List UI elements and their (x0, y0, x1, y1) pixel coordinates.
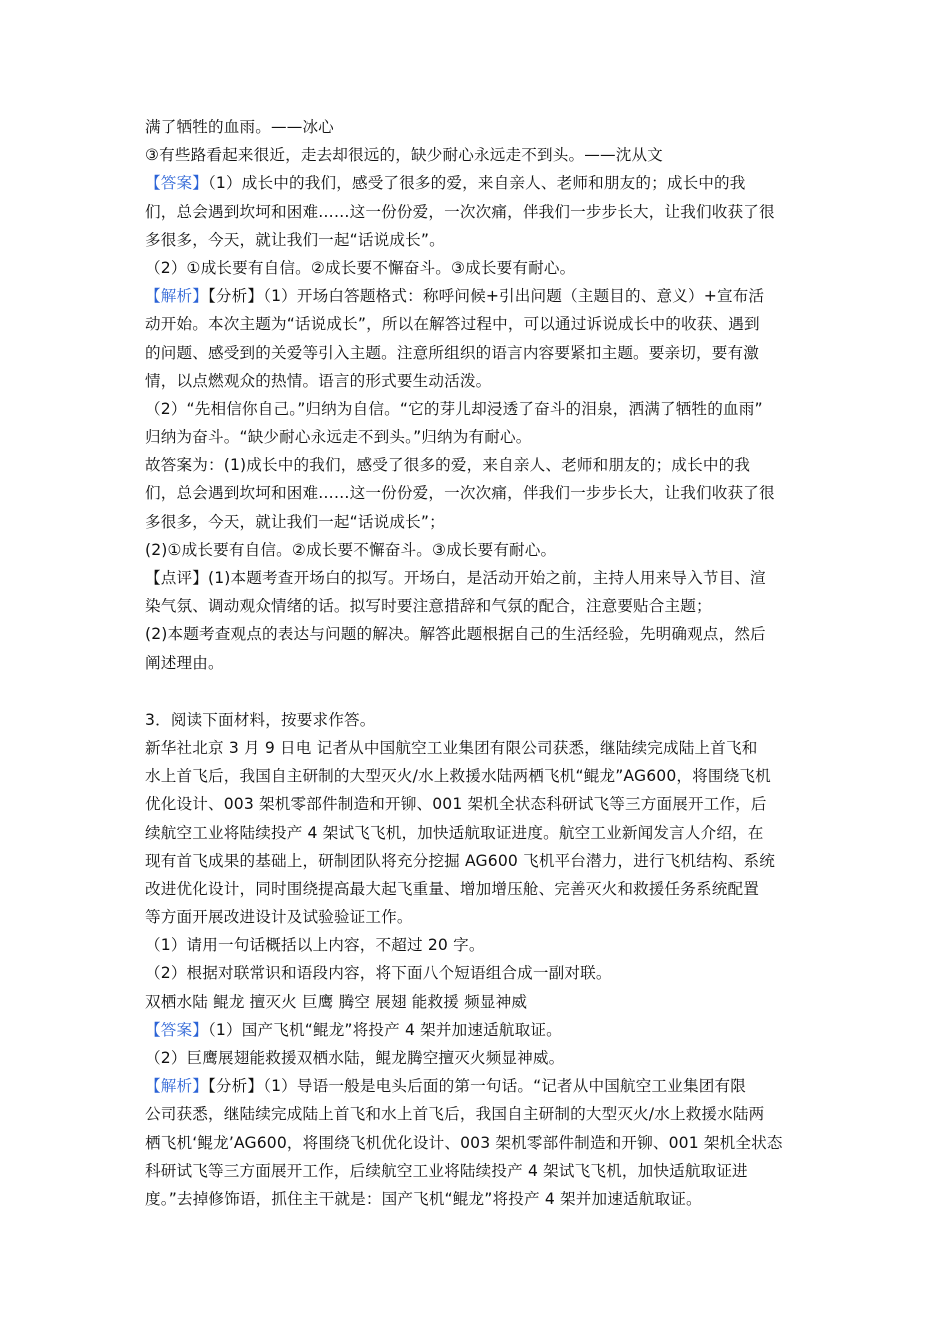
q3-analysis-line-5: 度。”去掉修饰语，抓住主干就是：国产飞机“鲲龙”将投产 4 架并加速适航取证。 (145, 1189, 702, 1208)
q3-answer-tag: 【答案】 (145, 1020, 208, 1039)
material-line-1: 新华社北京 3 月 9 日电 记者从中国航空工业集团有限公司获悉，继陆续完成陆上首飞和 (145, 738, 758, 757)
q3-answer-text: （1）国产飞机“鲲龙”将投产 4 架并加速适航取证。 (207, 1020, 562, 1039)
comment-line-1: 【点评】(1)本题考查开场白的拟写。开场白，是活动开始之前，主持人用来导入节目、渲 (145, 569, 766, 587)
q3-analysis-line-2: 公司获悉，继陆续完成陆上首飞和水上首飞后，我国自主研制的大型灭火/水上救援水陆两 (145, 1105, 765, 1124)
question-3 (145, 706, 810, 1213)
material-line-7: 等方面开展改进设计及试验验证工作。 (145, 908, 413, 927)
question-3-title: 3．阅读下面材料，按要求作答。 (145, 710, 376, 729)
analysis-line-6: 归纳为奋斗。“缺少耐心永远走不到头。”归纳为有耐心。 (145, 428, 532, 447)
quote-line-shencongwen: ③有些路看起来很近，走去却很远的，缺少耐心永远走不到头。——沈从文 (145, 146, 663, 165)
q3-analysis-line-3: 栖飞机‘鲲龙’AG600，将围绕飞机优化设计、003 架机零部件制造和开铆、001 架机全状态 (145, 1133, 783, 1152)
question-2-continuation (145, 113, 810, 677)
material-line-6: 改进优化设计，同时围绕提高最大起飞重量、增加增压舱、完善灭火和救援任务系统配置 (145, 879, 760, 898)
answer-line-3: 多很多，今天，就让我们一起“话说成长”。 (145, 230, 445, 249)
analysis-text: 【分析】（1）开场白答题格式：称呼问候+引出问题（主题目的、意义）+宣布活 (207, 287, 765, 306)
q3-analysis-line-4: 科研试飞等三方面展开工作，后续航空工业将陆续投产 4 架试飞飞机，加快适航取证进 (145, 1161, 748, 1180)
analysis-line-3: 的问题、感受到的关爱等引入主题。注意所组织的语言内容要紧扣主题。要亲切，要有激 (145, 343, 760, 362)
answer-line-2: 们，总会遇到坎坷和困难……这一份份爱，一次次痛，伴我们一步步长大，让我们收获了很 (145, 202, 775, 221)
q3-analysis-text: 【分析】（1）导语一般是电头后面的第一句话。“记者从中国航空工业集团有限 (207, 1077, 746, 1096)
q3-answer-line-2: （2）巨鹰展翅能救援双栖水陆，鲲龙腾空擅灭火频显神威。 (145, 1049, 565, 1067)
analysis-tag: 【解析】 (145, 287, 208, 306)
analysis-line-5: （2）“先相信你自己。”归纳为自信。“它的芽儿却浸透了奋斗的泪泉，洒满了牺牲的血雨” (145, 399, 763, 418)
comment-line-4: 阐述理由。 (145, 653, 224, 672)
analysis-line-4: 情，以点燃观众的热情。语言的形式要生动活泼。 (145, 371, 492, 390)
q3-analysis-tag: 【解析】 (145, 1077, 208, 1096)
solution-line-3: 多很多，今天，就让我们一起“话说成长”； (145, 512, 445, 531)
solution-line-4: (2)①成长要有自信。②成长要不懈奋斗。③成长要有耐心。 (145, 540, 557, 559)
analysis-line-1 (145, 282, 810, 310)
answer-line-1 (145, 169, 810, 197)
answer-tag: 【答案】 (145, 174, 208, 193)
comment-line-3: (2)本题考查观点的表达与问题的解决。解答此题根据自己的生活经验，先明确观点，然后 (145, 625, 766, 644)
solution-line-2: 们，总会遇到坎坷和困难……这一份份爱，一次次痛，伴我们一步步长大，让我们收获了很 (145, 484, 775, 503)
solution-line-1: 故答案为：(1)成长中的我们，感受了很多的爱，来自亲人、老师和朋友的；成长中的我 (145, 456, 751, 475)
analysis-line-2: 动开始。本次主题为“话说成长”，所以在解答过程中，可以通过诉说成长中的收获、遇到 (145, 315, 760, 334)
material-line-2: 水上首飞后，我国自主研制的大型灭火/水上救援水陆两栖飞机“鲲龙”AG600，将围绕飞机 (145, 767, 771, 786)
answer-line-4: （2）①成长要有自信。②成长要不懈奋斗。③成长要有耐心。 (145, 258, 576, 277)
document-body (145, 113, 810, 1213)
q3-answer-line-1 (145, 1016, 810, 1044)
section-spacer (145, 677, 810, 706)
q3-analysis-line-1 (145, 1072, 810, 1100)
answer-text: （1）成长中的我们，感受了很多的爱，来自亲人、老师和朋友的；成长中的我 (207, 174, 746, 193)
sub-question-1: （1）请用一句话概括以上内容，不超过 20 字。 (145, 936, 485, 955)
quote-line-bingxin: 满了牺牲的血雨。——冰心 (145, 118, 334, 136)
material-line-5: 现有首飞成果的基础上，研制团队将充分挖掘 AG600 飞机平台潜力，进行飞机结构、系统 (145, 851, 775, 870)
material-line-4: 续航空工业将陆续投产 4 架试飞飞机，加快适航取证进度。航空工业新闻发言人介绍，在 (145, 823, 764, 842)
comment-line-2: 染气氛、调动观众情绪的话。拟写时要注意措辞和气氛的配合，注意要贴合主题； (145, 597, 712, 616)
material-line-3: 优化设计、003 架机零部件制造和开铆、001 架机全状态科研试飞等三方面展开工作，后 (145, 795, 767, 814)
phrase-list: 双栖水陆 鲲龙 擅灭火 巨鹰 腾空 展翅 能救援 频显神威 (145, 992, 528, 1011)
sub-question-2: （2）根据对联常识和语段内容，将下面八个短语组合成一副对联。 (145, 964, 612, 983)
